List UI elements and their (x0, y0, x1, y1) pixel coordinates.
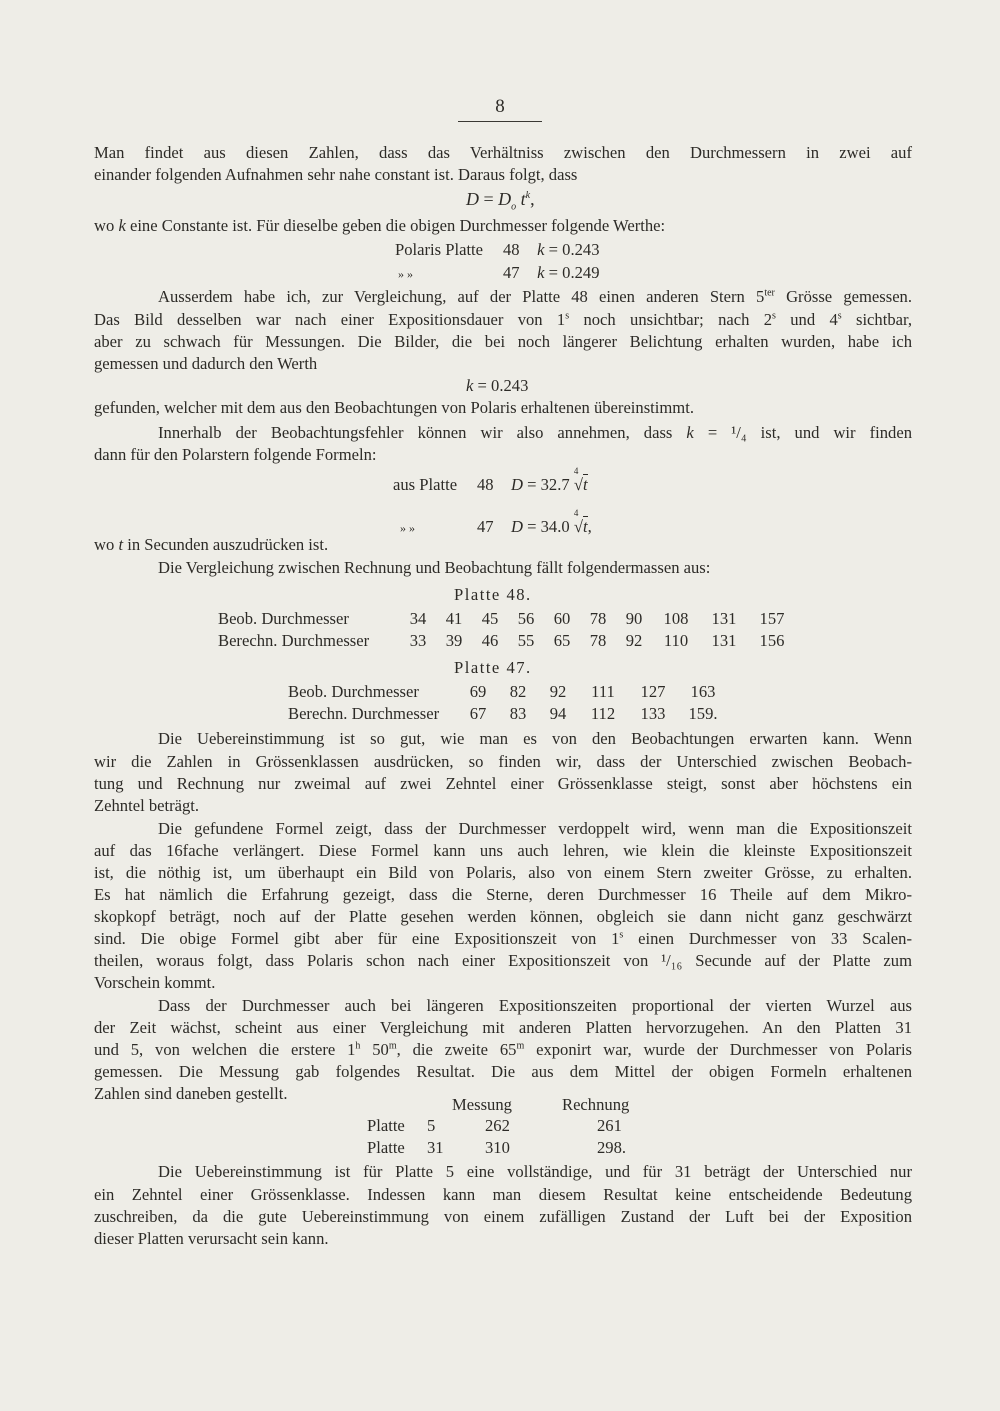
text-line: Ausserdem habe ich, zur Vergleichung, auf der Platte 48 einen anderen Stern $5^{ter}$ Grösse gemessen. (158, 287, 913, 306)
text-line: Man findet aus diesen Zahlen, dass das Verhältniss zwischen den Durchmessern in zwei auf (94, 143, 912, 162)
text-line: auf das 16fache verlängert. Diese Formel kann uns auch lehren, wie klein die kleinste Expositionszeit (94, 841, 912, 860)
text-line: Die Uebereinstimmung ist für Platte 5 eine vollständige, und für 31 beträgt der Unterschied nur (158, 1162, 912, 1181)
equation-k-value: k = 0.243 (466, 376, 529, 395)
equation-d-do-tk: $D = D_o$ $t^k$, (466, 189, 535, 213)
table-title-platte-47: Platte 47. (454, 658, 532, 677)
polaris-k-row: Polaris Platte 48 k = 0.243 (395, 240, 600, 259)
text-line: und 5, von welchen die erstere 1$^h$ 50$^m$, die zweite 65$^m$ exponirt war, wurde der Durchmesser von Polaris (94, 1040, 913, 1059)
text-line: skopkopf beträgt, noch auf der Platte gesehen werden können, obgleich sie dann nicht ganz geschwärzt (94, 907, 912, 926)
text-line: Die gefundene Formel zeigt, dass der Durchmesser verdoppelt wird, wenn man die Expositionszeit (158, 819, 912, 838)
text-line: Vorschein kommt. (94, 973, 216, 992)
table-row: Platte 31 310 298. (367, 1138, 627, 1157)
text-line: Innerhalb der Beobachtungsfehler können wir also annehmen, dass k = ¹/₄ ist, und wir finden (158, 423, 912, 442)
text-line: Zehntel beträgt. (94, 796, 200, 815)
text-line: wo k eine Constante ist. Für dieselbe geben die obigen Durchmesser folgende Werthe: (94, 216, 666, 235)
table-row-berechn-48: Berechn. Durchmesser 33 39 46 55 65 78 92 110 131 156 (218, 631, 785, 650)
text-line: tung und Rechnung nur zweimal auf zwei Zehntel einer Grössenklasse steigt, sonst aber höchstens ein (94, 774, 912, 793)
text-line: sind. Die obige Formel gibt aber für eine Expositionszeit von 1$^s$ einen Durchmesser von 33 Scalen- (94, 929, 912, 948)
text-line: Die Vergleichung zwischen Rechnung und Beobachtung fällt folgendermassen aus: (158, 558, 711, 577)
text-line: dann für den Polarstern folgende Formeln: (94, 445, 377, 464)
table-row-beob-47: Beob. Durchmesser 69 82 92 111 127 163 (288, 682, 716, 701)
text-line: gemessen. Die Messung gab folgendes Resultat. Die aus dem Mittel der obigen Formeln erhaltenen (94, 1062, 912, 1081)
text-line: wir die Zahlen in Grössenklassen ausdrücken, so finden wir, dass der Unterschied zwischen Beobach- (94, 752, 912, 771)
text-line: wo t in Secunden auszudrücken ist. (94, 535, 329, 554)
formula-platte-47: » » 47 D = 34.0 4 √t, (400, 508, 592, 536)
text-line: ein Zehntel einer Grössenklasse. Indessen kann man diesem Resultat keine entscheidende Bedeutung (94, 1185, 912, 1204)
formula-platte-48: aus Platte 48 D = 32.7 4 √t (393, 466, 588, 494)
text-line: Dass der Durchmesser auch bei längeren Expositionszeiten proportional der vierten Wurzel aus (158, 996, 912, 1015)
text-line: theilen, woraus folgt, dass Polaris schon nach einer Expositionszeit von ¹/₁₆ Secunde auf der Platte zum (94, 951, 912, 970)
page-number: 8 (458, 96, 542, 122)
text-line: gemessen und dadurch den Werth (94, 354, 318, 373)
text-line: dieser Platten verursacht sein kann. (94, 1229, 329, 1248)
table-header: Messung Rechnung (452, 1095, 630, 1114)
text-line: der Zeit wächst, scheint aus einer Vergleichung mit anderen Platten hervorzugehen. An den Platten 31 (94, 1018, 912, 1037)
text-line: Zahlen sind daneben gestellt. (94, 1084, 288, 1103)
text-line: aber zu schwach für Messungen. Die Bilder, die bei noch längerer Belichtung erhalten wurden, habe ich (94, 332, 912, 351)
text-line: einander folgenden Aufnahmen sehr nahe constant ist. Daraus folgt, dass (94, 165, 578, 184)
table-title-platte-48: Platte 48. (454, 585, 532, 604)
text-line: Es hat nämlich die Erfahrung gezeigt, dass die Sterne, deren Durchmesser 16 Theile auf dem Mikro- (94, 885, 912, 904)
text-line: Die Uebereinstimmung ist so gut, wie man es von den Beobachtungen erwarten kann. Wenn (158, 729, 912, 748)
text-line: gefunden, welcher mit dem aus den Beobachtungen von Polaris erhaltenen übereinstimmt. (94, 398, 694, 417)
table-row-beob-48: Beob. Durchmesser 34 41 45 56 60 78 90 108 131 157 (218, 609, 785, 628)
table-row: Platte 5 262 261 (367, 1116, 622, 1135)
text-line: Das Bild desselben war nach einer Expositionsdauer von 1$^s$ noch unsichtbar; nach 2$^s$ und 4$^s$ sichtbar, (94, 310, 913, 329)
polaris-k-row: » » 47 k = 0.249 (398, 263, 600, 282)
text-line: ist, die nöthig ist, um überhaupt ein Bild von Polaris, also von einem Stern zweiter Grösse, zu erhalten. (94, 863, 912, 882)
text-line: zuschreiben, da die gute Uebereinstimmung von einem zufälligen Zustand der Luft bei der Exposition (94, 1207, 912, 1226)
table-row-berechn-47: Berechn. Durchmesser 67 83 94 112 133 159. (288, 704, 718, 723)
